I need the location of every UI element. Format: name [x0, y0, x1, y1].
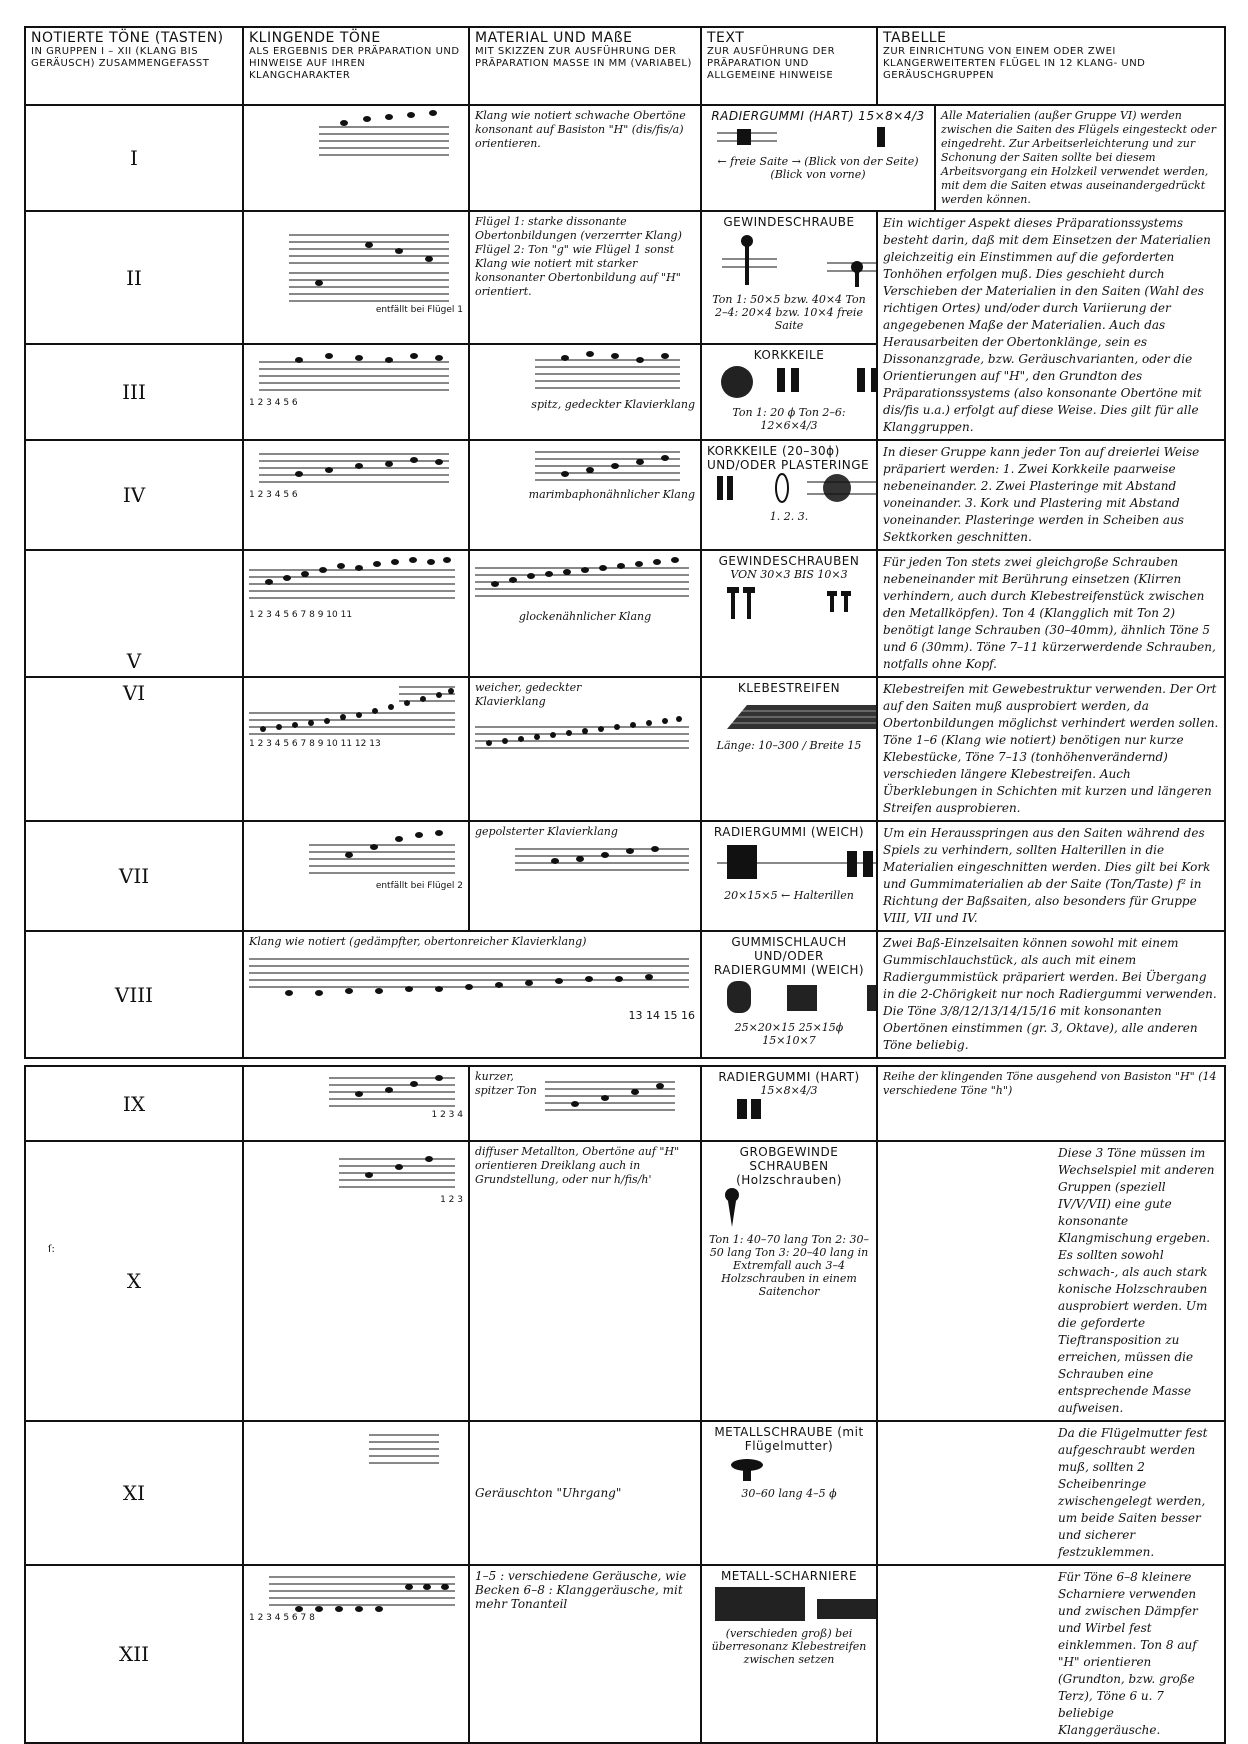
- eraser-sketch-icon: [707, 1097, 877, 1121]
- group-row-12: [25, 1565, 1225, 1743]
- section-gap: [25, 1058, 1225, 1066]
- header-row: [25, 27, 1225, 105]
- screws-sketch-icon: [707, 581, 877, 621]
- material-cell: GEWINDESCHRAUBE Ton 1: 50×5 bzw. 40×4 Ton 2–4: 20×4 bzw. 10×4 freie Saite: [701, 211, 877, 344]
- group-number: XI: [25, 1421, 243, 1565]
- group-number: VI: [25, 677, 243, 821]
- notated-cell: entfällt bei Flügel 2: [243, 821, 469, 931]
- staff-notation-icon: [475, 709, 689, 753]
- instruction-text: Für jeden Ton stets zwei gleichgroße Schrauben nebeneinander mit Berührung einsetzen (Klirren verhindern, auch durch Klebestreifenstück zwischen den Metallköpfen). Ton 4 (Klangglich mit Ton 2) benötigt lange Schrauben (30–40mm), ähnlich Töne 5 und 6 (30mm). Töne 7–11 kürzerwerdende Schrauben, notfalls ohne Kopf.: [877, 550, 1225, 677]
- hose-sketch-icon: [707, 977, 877, 1017]
- header-col-table: TABELLE ZUR EINRICHTUNG VON EINEM ODER ZWEI KLANGERWEITERTEN FLÜGEL IN 12 KLANG- UND GERÄUSCHGRUPPEN: [877, 27, 1225, 105]
- notated-sounding-cell: Klang wie notiert (gedämpfter, obertonreicher Klavierklang) 13 14 15 16: [243, 931, 701, 1058]
- instruction-text: Ein wichtiger Aspekt dieses Präparationssystems besteht darin, daß mit dem Einsetzen der Materialien gleichzeitig ein Einstimmen auf die geforderten Tonhöhen erfolgen muß. Dies geschieht durch Verschieben der Materialien in den Saiten (Wahl des richtigen Ortes) und/oder durch Variierung der angegebenen Maße der Materialien. Auch das Herausarbeiten der Obertonklänge, sein es Dissonanzgrade, bzw. Geräuschvarianten, oder die Orientierungen auf "H", den Grundton des Präparationssystems (also konsonante Obertöne mit dis/fis u.a.) erfolgt auf diese Weise. Dies gilt für alle Klanggruppen.: [877, 211, 1225, 440]
- staff-notation-icon: [249, 1569, 455, 1613]
- notated-cell: 1 2 3 4: [243, 1066, 469, 1141]
- notated-cell: 1 2 3 4 5 6: [243, 344, 469, 440]
- material-cell: KLEBESTREIFEN Länge: 10–300 / Breite 15: [701, 677, 877, 821]
- hinge-sketch-icon: [707, 1583, 877, 1623]
- material-cell: GUMMISCHLAUCH UND/ODER RADIERGUMMI (WEICH) 25×20×15 25×15ϕ 15×10×7: [701, 931, 877, 1058]
- staff-notation-icon: [475, 554, 689, 606]
- sounding-cell: gepolsterter Klavierklang: [469, 821, 701, 931]
- screw-sketch-icon: [707, 229, 877, 289]
- instruction-text: In dieser Gruppe kann jeder Ton auf dreierlei Weise präpariert werden: 1. Zwei Korkkeile paarweise nebeneinander. 2. Zwei Plasteringe mit Abstand voneinander. 3. Kork und Plastering mit Abstand voneinander. Plasteringe werden in Scheiben aus Sektkorken geschnitten.: [877, 440, 1225, 550]
- group-number: III: [25, 344, 243, 440]
- header-col-notated: NOTIERTE TÖNE (TASTEN) IN GRUPPEN I – XII (KLANG BIS GERÄUSCH) ZUSAMMENGEFASST: [25, 27, 243, 105]
- tape-sketch-icon: [707, 695, 877, 735]
- material-cell: RADIERGUMMI (HART) 15×8×4/3: [701, 1066, 877, 1141]
- header-col-material: MATERIAL UND MAßE MIT SKIZZEN ZUR AUSFÜHRUNG DER PRÄPARATION MASSE IN MM (VARIABEL): [469, 27, 701, 105]
- group-row-11: [25, 1421, 1225, 1565]
- staff-notation-icon: [545, 1070, 675, 1120]
- text-cell: [701, 105, 1225, 211]
- sounding-cell: Geräuschton "Uhrgang": [469, 1421, 701, 1565]
- group-number: VIII: [25, 931, 243, 1058]
- group-row-7: [25, 821, 1225, 931]
- material-cell: GROBGEWINDE SCHRAUBEN (Holzschrauben) Ton 1: 40–70 lang Ton 2: 30–50 lang Ton 3: 20–40 lang in Extremfall auch 3–4 Holzschrauben in einem Saitenchor: [701, 1141, 877, 1421]
- material-cell: KORKKEILE Ton 1: 20 ϕ Ton 2–6: 12×6×4/3: [701, 344, 877, 440]
- notated-cell: 1 2 3 4 5 6 7 8: [243, 1565, 469, 1743]
- notated-cell: 1 2 3 4 5 6 7 8 9 10 11 12 13: [243, 677, 469, 821]
- group-number: VII: [25, 821, 243, 931]
- group-number: IV: [25, 440, 243, 550]
- staff-notation-icon: [475, 444, 685, 484]
- group-number: V: [25, 550, 243, 677]
- sounding-cell: Flügel 1: starke dissonante Obertonbildungen (verzerrter Klang) Flügel 2: Ton "g" wie Flügel 1 sonst Klang wie notiert mit starker konsonanter Obertonbildung auf "H" orientiert.: [469, 211, 701, 344]
- staff-notation-icon: [249, 1145, 455, 1195]
- material-cell: METALLSCHRAUBE (mit Flügelmutter) 30–60 lang 4–5 ϕ: [701, 1421, 877, 1565]
- text-subtable: [702, 106, 1224, 210]
- material-cell: GEWINDESCHRAUBEN VON 30×3 BIS 10×3: [701, 550, 877, 677]
- sounding-cell: Klang wie notiert schwache Obertöne konsonant auf Basiston "H" (dis/fis/a) orientieren.: [469, 105, 701, 211]
- material-cell: RADIERGUMMI (HART) 15×8×4/3 ← freie Saite → (Blick von der Seite) (Blick von vorne): [702, 106, 935, 210]
- staff-notation-icon: [249, 681, 455, 739]
- wing-nut-sketch-icon: [707, 1453, 877, 1483]
- group-row-9: [25, 1066, 1225, 1141]
- group-row-10: [25, 1141, 1225, 1421]
- group-number: X: [25, 1141, 243, 1421]
- group-number: I: [25, 105, 243, 211]
- preparation-table-sheet: [24, 26, 1224, 1744]
- staff-notation-icon: [249, 444, 455, 490]
- sounding-cell: 1–5 : verschiedene Geräusche, wie Becken 6–8 : Klanggeräusche, mit mehr Tonanteil: [469, 1565, 701, 1743]
- instruction-text: Diese 3 Töne müssen im Wechselspiel mit anderen Gruppen (speziell IV/V/VII) eine gute konsonante Klangmischung ergeben. Es sollten sowohl schwach-, als auch stark konische Holzschrauben ausprobiert werden. Um die geforderte Tieftransposition zu erreichen, müssen die Schrauben eine entsprechende Masse aufweisen.: [877, 1141, 1225, 1421]
- staff-notation-icon: [249, 109, 455, 171]
- group-number: XII: [25, 1565, 243, 1743]
- material-cell: METALL-SCHARNIERE (verschieden groß) bei überresonanz Klebestreifen zwischen setzen: [701, 1565, 877, 1743]
- staff-notation-icon: [475, 348, 685, 394]
- notated-cell: 1 2 3 4 5 6: [243, 440, 469, 550]
- notated-cell: [243, 105, 469, 211]
- notated-cell: entfällt bei Flügel 1: [243, 211, 469, 344]
- staff-notation-icon: [249, 1070, 455, 1110]
- group-row-6: [25, 677, 1225, 821]
- material-cell: RADIERGUMMI (WEICH) 20×15×5 ← Halterillen: [701, 821, 877, 931]
- staff-notation-icon: [249, 348, 455, 398]
- preparation-table: [24, 26, 1226, 1744]
- instruction-text: Da die Flügelmutter fest aufgeschraubt werden muß, sollten 2 Scheibenringe zwischengelegt werden, um beide Saiten besser und sicherer festzuklemmen.: [877, 1421, 1225, 1565]
- instruction-text: Klebestreifen mit Gewebestruktur verwenden. Der Ort auf den Saiten muß ausprobiert werden, da Obertonbildungen möglichst verhindert werden sollen. Töne 1–6 (Klang wie notiert) benötigen nur kurze Klebestücke, Töne 7–13 (tonhöhenverändernd) verschieden längere Klebestreifen. Auch Überklebungen in Schichten mit kurzen und längeren Streifen ausprobieren.: [877, 677, 1225, 821]
- wood-screw-sketch-icon: [707, 1187, 877, 1229]
- notated-cell: 1 2 3: [243, 1141, 469, 1421]
- staff-notation-icon: [249, 1425, 455, 1469]
- group-number: IX: [25, 1066, 243, 1141]
- group-number: II: [25, 211, 243, 344]
- staff-notation-icon: [249, 949, 689, 1005]
- instruction-text: Zwei Baß-Einzelsaiten können sowohl mit einem Gummischlauchstück, als auch mit einem Radiergummistück präpariert werden. Bei Übergang in die 2-Chörigkeit nur noch Radiergummi verwenden. Die Töne 3/8/12/13/14/15/16 mit konsonanten Obertönen einstimmen (gr. 3, Oktave), alle anderen Töne beliebig.: [877, 931, 1225, 1058]
- group-row-8: [25, 931, 1225, 1058]
- group-row-2: [25, 211, 1225, 344]
- group-row-4: [25, 440, 1225, 550]
- staff-notation-icon: [475, 839, 689, 881]
- cork-sketch-icon: [707, 362, 877, 402]
- header-col-text: TEXT ZUR AUSFÜHRUNG DER PRÄPARATION UND ALLGEMEINE HINWEISE: [701, 27, 877, 105]
- sounding-cell: glockenähnlicher Klang: [469, 550, 701, 677]
- group-row-5: [25, 550, 1225, 677]
- instruction-text: Alle Materialien (außer Gruppe VI) werden zwischen die Saiten des Flügels eingesteckt oder eingedreht. Zur Arbeitserleichterung und zur Schonung der Saiten sollte bei diesem Arbeitsvorgang ein Holzkeil verwendet werden, mit dem die Saiten etwas auseinandergedrückt werden können.: [941, 109, 1216, 206]
- group-row-1: [25, 105, 1225, 211]
- plastering-sketch-icon: [707, 472, 877, 506]
- header-col-sounding: KLINGENDE TÖNE ALS ERGEBNIS DER PRÄPARATION UND HINWEISE AUF IHREN KLANGCHARAKTER: [243, 27, 469, 105]
- rubber-sketch-icon: [707, 839, 877, 885]
- instruction-text: Reihe der klingenden Töne ausgehend von Basiston "H" (14 verschiedene Töne "h"): [877, 1066, 1225, 1141]
- eraser-sketch-icon: [707, 123, 917, 151]
- staff-notation-icon: [249, 554, 455, 610]
- sounding-cell: spitz, gedeckter Klavierklang: [469, 344, 701, 440]
- staff-notation-icon: [249, 215, 455, 305]
- sounding-cell: diffuser Metallton, Obertöne auf "H" orientieren Dreiklang auch in Grundstellung, oder nur h/fis/h': [469, 1141, 701, 1421]
- sounding-cell: kurzer, spitzer Ton: [469, 1066, 701, 1141]
- footer-mark: ſ:: [48, 1244, 55, 1255]
- notated-cell: [243, 1421, 469, 1565]
- notated-cell: 1 2 3 4 5 6 7 8 9 10 11: [243, 550, 469, 677]
- sounding-cell: weicher, gedeckter Klavierklang: [469, 677, 701, 821]
- sounding-cell: marimbaphonähnlicher Klang: [469, 440, 701, 550]
- instruction-text: Für Töne 6–8 kleinere Scharniere verwenden und zwischen Dämpfer und Wirbel fest einklemmen. Ton 8 auf "H" orientieren (Grundton, bzw. große Terz), Töne 6 u. 7 beliebige Klanggeräusche.: [877, 1565, 1225, 1743]
- staff-notation-icon: [249, 825, 455, 881]
- material-cell: KORKKEILE (20–30ϕ) UND/ODER PLASTERINGE 1. 2. 3.: [701, 440, 877, 550]
- instruction-text: Um ein Herausspringen aus den Saiten während des Spiels zu verhindern, sollten Halterillen in die Materialien eingeschnitten werden. Dies gilt bei Kork und Gummimaterialien ab der Saite (Ton/Taste) f² in Richtung der Baßsaiten, also besonders für Gruppe VIII, VII und IV.: [877, 821, 1225, 931]
